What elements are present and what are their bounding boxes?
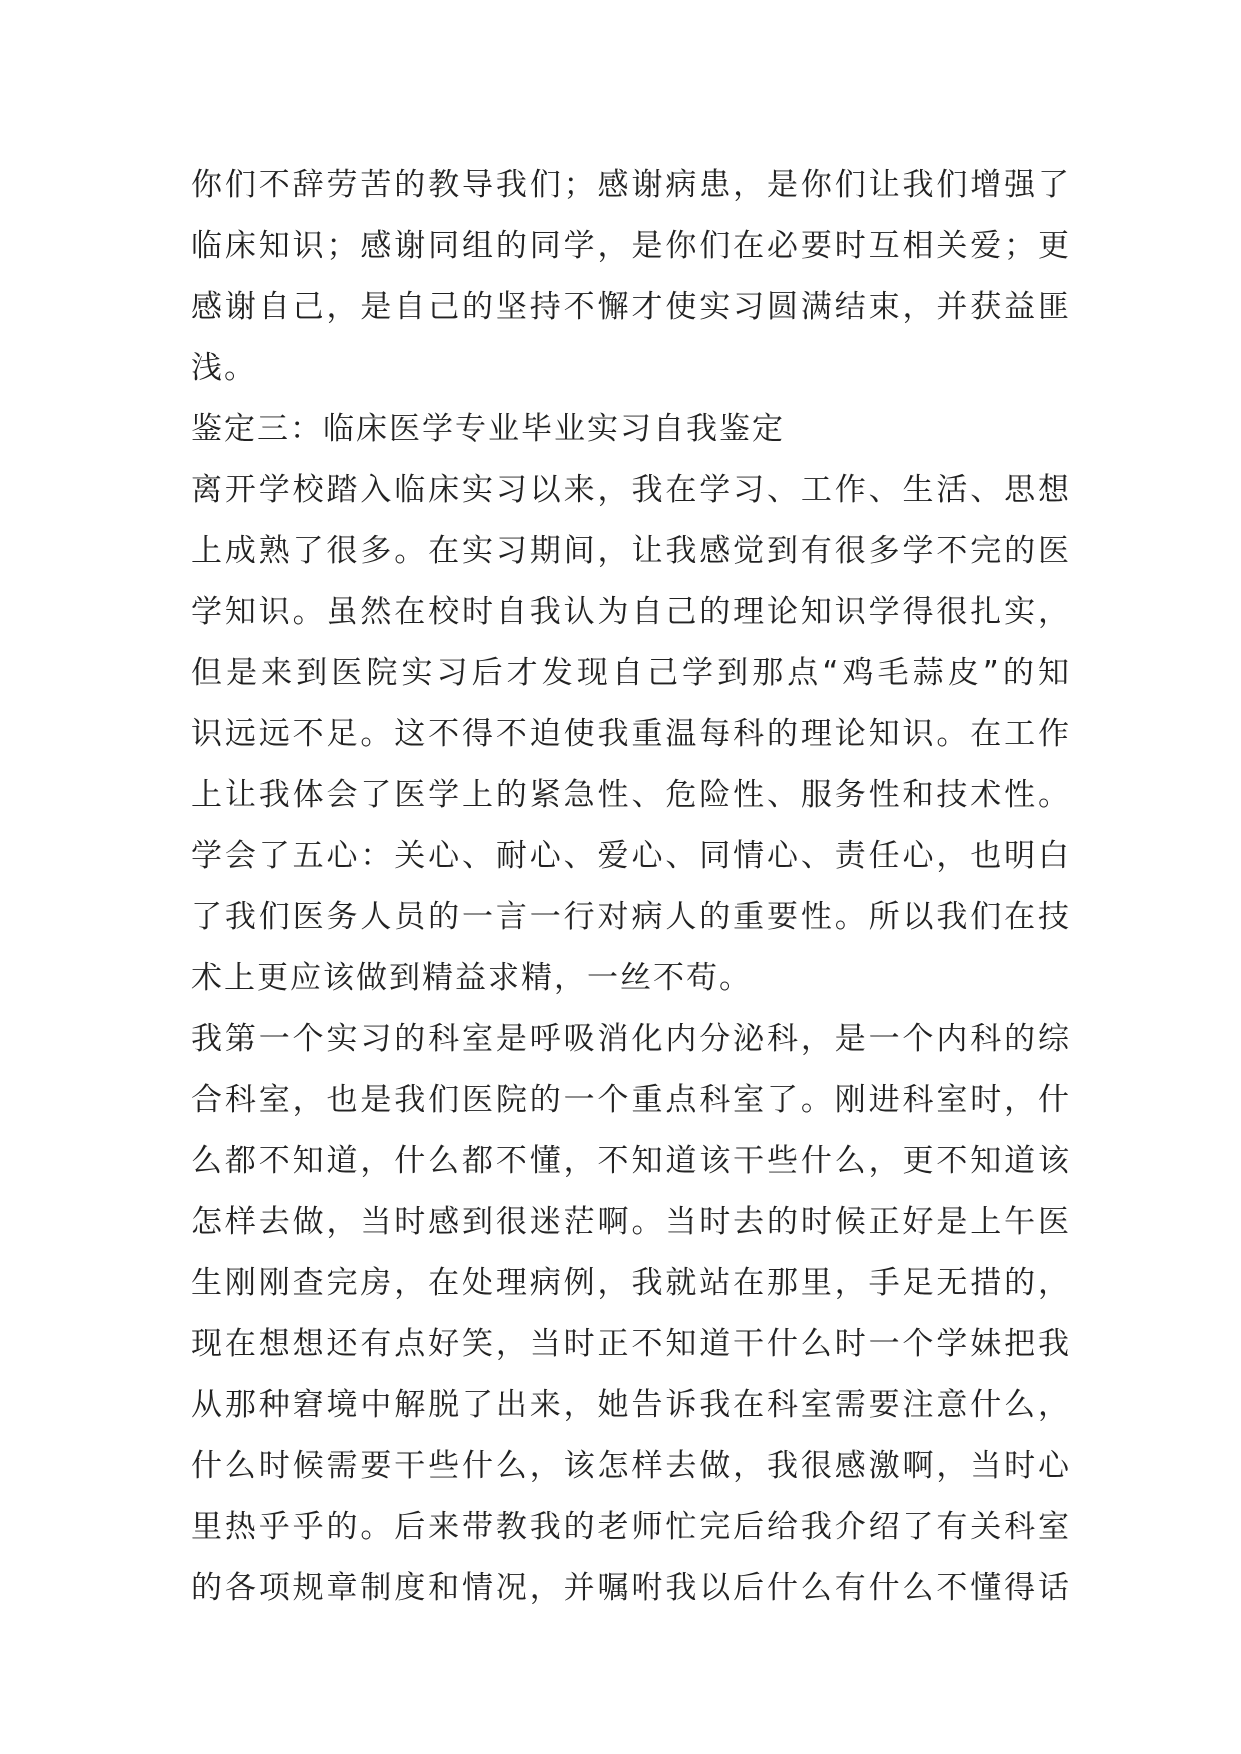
text-line: 现在想想还有点好笑，当时正不知道干什么时一个学妹把我: [191, 1326, 1071, 1362]
text-line: 术上更应该做到精益求精，一丝不苟。: [191, 960, 752, 996]
text-line: 了我们医务人员的一言一行对病人的重要性。所以我们在技: [191, 899, 1071, 935]
text-line: 怎样去做，当时感到很迷茫啊。当时去的时候正好是上午医: [191, 1204, 1071, 1240]
text-line: 学知识。虽然在校时自我认为自己的理论知识学得很扎实，: [191, 594, 1071, 630]
text-line: 浅。: [191, 350, 257, 386]
text-line: 么都不知道，什么都不懂，不知道该干些什么，更不知道该: [191, 1143, 1071, 1179]
text-line: 我第一个实习的科室是呼吸消化内分泌科，是一个内科的综: [191, 1021, 1071, 1057]
text-line: 感谢自己，是自己的坚持不懈才使实习圆满结束，并获益匪: [191, 289, 1071, 325]
text-line: 合科室，也是我们医院的一个重点科室了。刚进科室时，什: [191, 1082, 1071, 1118]
text-line: 的各项规章制度和情况，并嘱咐我以后什么有什么不懂得话: [191, 1570, 1071, 1606]
text-line: 临床知识；感谢同组的同学，是你们在必要时互相关爱；更: [191, 228, 1071, 264]
text-line: 生刚刚查完房，在处理病例，我就站在那里，手足无措的，: [191, 1265, 1071, 1301]
document-body: [191, 155, 1071, 1619]
text-line: 上让我体会了医学上的紧急性、危险性、服务性和技术性。: [191, 777, 1071, 813]
text-line: 离开学校踏入临床实习以来，我在学习、工作、生活、思想: [191, 472, 1071, 508]
text-line: 你们不辞劳苦的教导我们；感谢病患，是你们让我们增强了: [191, 167, 1071, 203]
text-line: 从那种窘境中解脱了出来，她告诉我在科室需要注意什么，: [191, 1387, 1071, 1423]
text-line: 什么时候需要干些什么，该怎样去做，我很感激啊，当时心: [191, 1448, 1071, 1484]
text-line: 学会了五心：关心、耐心、爱心、同情心、责任心，也明白: [191, 838, 1071, 874]
text-line: 识远远不足。这不得不迫使我重温每科的理论知识。在工作: [191, 716, 1071, 752]
section-heading: 鉴定三：临床医学专业毕业实习自我鉴定: [191, 411, 785, 447]
text-line: 上成熟了很多。在实习期间，让我感觉到有很多学不完的医: [191, 533, 1071, 569]
text-line: 里热乎乎的。后来带教我的老师忙完后给我介绍了有关科室: [191, 1509, 1071, 1545]
text-line: 但是来到医院实习后才发现自己学到那点“鸡毛蒜皮”的知: [191, 655, 1071, 691]
